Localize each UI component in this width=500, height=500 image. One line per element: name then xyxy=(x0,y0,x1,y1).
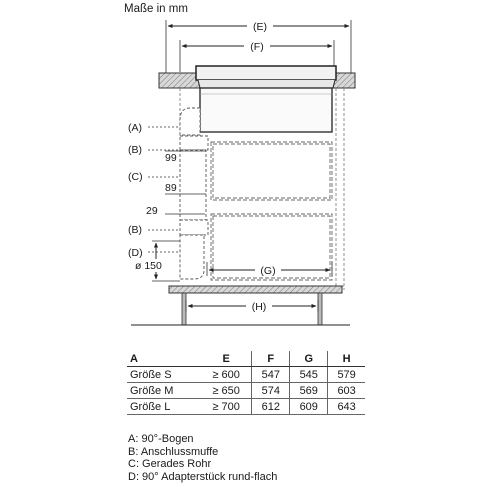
table-cell: 579 xyxy=(328,367,365,383)
table-row xyxy=(127,383,365,399)
table-cell: 545 xyxy=(290,367,328,383)
svg-text:99: 99 xyxy=(165,152,177,164)
label-h: (H) xyxy=(251,301,267,313)
duct-sleeve-b-lower xyxy=(180,220,208,235)
page-title: Maße in mm xyxy=(124,3,188,15)
label-g: (G) xyxy=(260,265,276,277)
legend xyxy=(128,433,277,483)
table-header: E xyxy=(201,351,252,367)
legend-item: A: 90°-Bogen xyxy=(128,433,194,445)
duct-sleeve-b-upper xyxy=(180,136,208,150)
drawer-upper xyxy=(211,142,332,200)
duct-pipe-c xyxy=(180,150,206,220)
legend-item: D: 90° Adapterstück rund-flach xyxy=(128,470,278,483)
table-cell: 547 xyxy=(252,367,290,383)
callout-d: (D) xyxy=(128,247,143,259)
table-header-row xyxy=(127,351,365,367)
table-header: G xyxy=(290,351,328,367)
table-row xyxy=(127,367,365,383)
svg-text:89: 89 xyxy=(165,182,177,194)
label-diameter: ø 150 xyxy=(135,260,162,272)
table-cell: 609 xyxy=(290,399,328,415)
cooktop-appliance xyxy=(196,66,336,132)
table-cell: 574 xyxy=(252,383,290,399)
duct-bend-a xyxy=(180,108,200,135)
table-cell: Größe S xyxy=(127,367,201,383)
legend-item: B: Anschlussmuffe xyxy=(128,445,219,458)
duct-adapter-d xyxy=(180,235,204,279)
table-header: H xyxy=(328,351,365,367)
table-cell: 603 xyxy=(328,383,365,399)
dimension-h xyxy=(186,299,318,313)
callout-a: (A) xyxy=(128,122,142,134)
svg-text:29: 29 xyxy=(146,205,158,217)
table-cell: Größe M xyxy=(127,383,201,399)
table-cell: 569 xyxy=(290,383,328,399)
label-f: (F) xyxy=(250,41,264,53)
table-row xyxy=(127,399,365,415)
table-cell: ≥ 600 xyxy=(201,367,252,383)
table-header: A xyxy=(127,351,201,367)
label-e: (E) xyxy=(253,21,267,33)
callout-c: (C) xyxy=(128,171,143,183)
table-header: F xyxy=(252,351,290,367)
table-cell: ≥ 700 xyxy=(201,399,252,415)
dimension-table xyxy=(127,351,365,415)
dimension-g xyxy=(207,262,332,277)
callout-b-upper: (B) xyxy=(128,144,142,156)
table-cell: ≥ 650 xyxy=(201,383,252,399)
table-cell: 612 xyxy=(252,399,290,415)
callout-b-lower: (B) xyxy=(128,224,142,236)
table-cell: Größe L xyxy=(127,399,201,415)
legend-item: C: Gerades Rohr xyxy=(128,458,212,470)
table-cell: 643 xyxy=(328,399,365,415)
